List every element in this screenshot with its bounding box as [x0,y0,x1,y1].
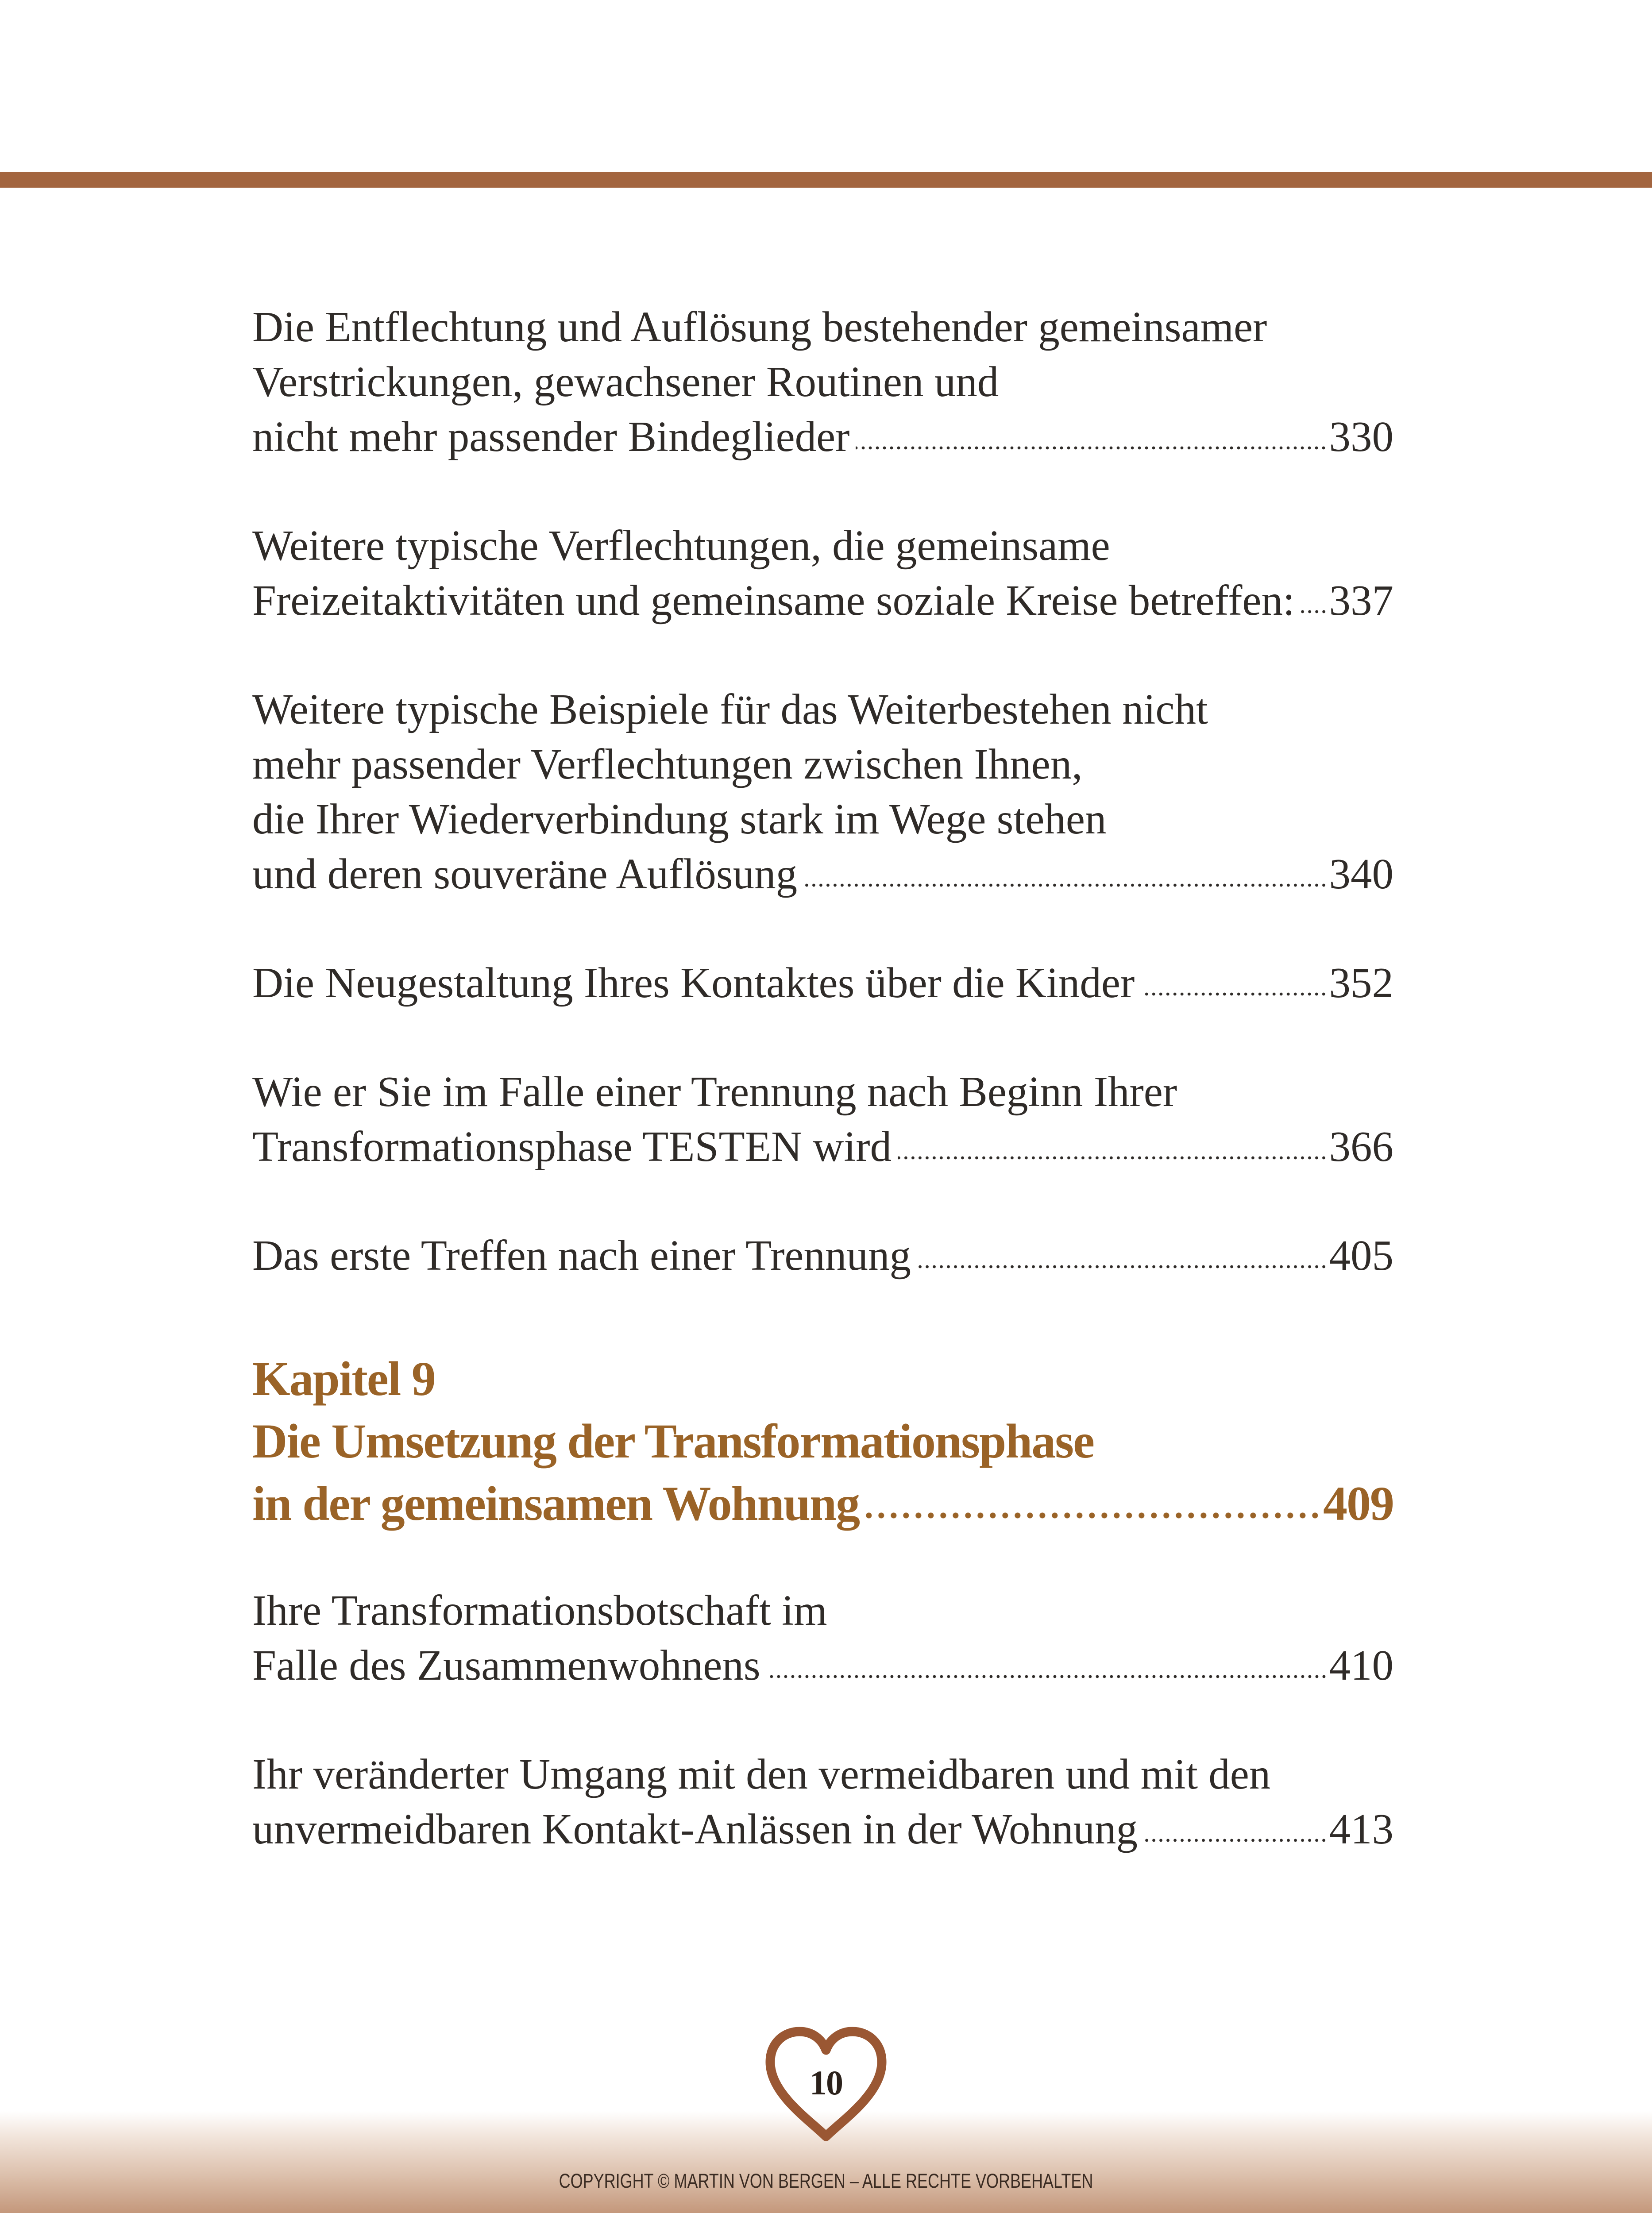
toc-entry [252,518,1393,628]
toc-entry [252,1583,1393,1693]
toc-entry-line [252,573,1393,628]
toc-entry [252,300,1393,464]
toc-page-number: 352 [1329,959,1393,1006]
toc-entry-line: Weitere typische Verflechtungen, die gemeinsame [252,522,1110,569]
dot-leader [1301,609,1328,615]
chapter-heading-line [252,1473,1393,1535]
toc-page-number: 366 [1329,1123,1393,1170]
toc-entry-line: Weitere typische Beispiele für das Weiterbestehen nicht [252,686,1208,733]
toc-entry-line [252,1638,1393,1693]
toc-entry-line: die Ihrer Wiederverbindung stark im Wege stehen [252,795,1107,843]
toc-entry-line [252,956,1393,1010]
toc-entry-text: Falle des Zusammenwohnens [252,1642,760,1689]
toc-entry-text: Das erste Treffen nach einer Trennung [252,1232,911,1279]
toc-entry-line: Ihr veränderter Umgang mit den vermeidbaren und mit den [252,1750,1271,1798]
dot-leader [917,1264,1328,1270]
dot-leader [856,445,1327,451]
toc-entry-line [252,1228,1393,1283]
chapter-page-number: 409 [1323,1477,1393,1531]
page-number: 10 [810,2063,842,2102]
toc-entry-line [252,1802,1393,1857]
chapter-heading-line: Kapitel 9 [252,1352,435,1406]
dot-leader [898,1155,1327,1161]
toc-page-number: 340 [1329,850,1393,898]
toc-entry [252,682,1393,902]
toc-entry-line: Wie er Sie im Falle einer Trennung nach Beginn Ihrer [252,1068,1177,1115]
toc-entry-line: mehr passender Verflechtungen zwischen Ihnen, [252,740,1083,788]
table-of-contents [252,300,1393,1911]
toc-page-number: 330 [1329,413,1393,460]
dot-leader [1144,1837,1328,1843]
toc-entry-line [252,1119,1393,1174]
dot-leader [1141,991,1327,997]
toc-entry-line [252,847,1393,902]
dot-leader [803,882,1327,888]
toc-entry-text: nicht mehr passender Bindeglieder [252,413,850,460]
toc-entry [252,956,1393,1010]
toc-entry-text: und deren souveräne Auflösung [252,850,798,898]
toc-entry-text: Transformationsphase TESTEN wird [252,1123,892,1170]
toc-entry-line: Verstrickungen, gewachsener Routinen und [252,358,999,405]
chapter-heading [252,1348,1393,1535]
dot-leader [864,1511,1321,1520]
copyright-notice: COPYRIGHT © MARTIN VON BERGEN – ALLE RECHTE VORBEHALTEN [559,2170,1093,2192]
dot-leader [767,1673,1328,1680]
toc-entry-text: unvermeidbaren Kontakt-Anlässen in der Wohnung [252,1805,1138,1853]
toc-page-number: 413 [1329,1805,1393,1853]
toc-page-number: 405 [1329,1232,1393,1279]
toc-page-number: 410 [1329,1642,1393,1689]
toc-entry [252,1064,1393,1174]
toc-entry-line: Die Entflechtung und Auflösung bestehender gemeinsamer [252,303,1267,351]
toc-page-number: 337 [1329,577,1393,624]
toc-entry-line [252,409,1393,464]
toc-entry-text: Freizeitaktivitäten und gemeinsame soziale Kreise betreffen: [252,577,1295,624]
chapter-heading-line: Die Umsetzung der Transformationsphase [252,1414,1094,1468]
header-bar [0,172,1652,188]
toc-entry-line: Ihre Transformationsbotschaft im [252,1587,827,1634]
toc-entry [252,1747,1393,1857]
toc-entry-text: Die Neugestaltung Ihres Kontaktes über die Kinder [252,959,1135,1006]
chapter-heading-text: in der gemeinsamen Wohnung [252,1477,860,1531]
toc-entry [252,1228,1393,1283]
